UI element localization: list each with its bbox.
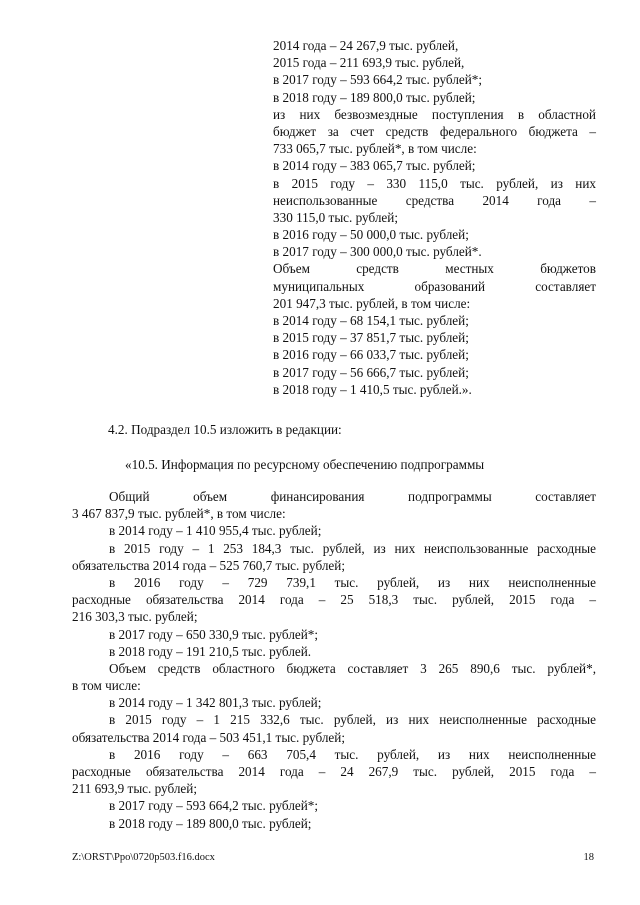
main-body-line: 216 303,3 тыс. рублей; <box>72 609 198 625</box>
main-body-line: в 2014 году – 1 342 801,3 тыс. рублей; <box>109 695 322 711</box>
main-body-line: Объем средств областного бюджета составляет 3 265 890,6 тыс. рублей*, <box>109 660 596 676</box>
section-10-5-heading: «10.5. Информация по ресурсному обеспечению подпрограммы <box>125 457 485 472</box>
main-body-line: в 2014 году – 1 410 955,4 тыс. рублей; <box>109 523 322 539</box>
main-body-line: в 2017 году – 650 330,9 тыс. рублей*; <box>109 626 319 642</box>
main-body-line: в 2015 году – 1 215 332,6 тыс. рублей, из них неисполненные расходные <box>109 712 596 728</box>
main-body-line: в том числе: <box>72 678 141 694</box>
main-body-line: в 2017 году – 593 664,2 тыс. рублей*; <box>109 798 319 814</box>
main-body-line: в 2018 году – 191 210,5 тыс. рублей. <box>109 643 312 659</box>
main-body-text <box>72 488 596 832</box>
right-column-line: из них безвозмездные поступления в областной <box>273 106 596 122</box>
right-column-line: Объем средств местных бюджетов <box>273 261 596 277</box>
main-body-line: 211 693,9 тыс. рублей; <box>72 781 198 797</box>
right-column-line: 330 115,0 тыс. рублей; <box>273 209 399 225</box>
main-body-line: обязательства 2014 года – 503 451,1 тыс. рублей; <box>72 729 346 745</box>
page-number: 18 <box>583 852 594 863</box>
main-body-line: расходные обязательства 2014 года – 24 267,9 тыс. рублей, 2015 года – <box>72 764 596 779</box>
right-column-line: в 2016 году – 50 000,0 тыс. рублей; <box>273 227 469 243</box>
right-column-line: в 2017 году – 300 000,0 тыс. рублей*. <box>273 244 482 260</box>
right-column-line: в 2018 году – 1 410,5 тыс. рублей.». <box>273 381 472 397</box>
main-body-line: обязательства 2014 года – 525 760,7 тыс. рублей; <box>72 557 346 573</box>
main-body-line: в 2018 году – 189 800,0 тыс. рублей; <box>109 815 312 831</box>
footer-file-path: Z:\ORST\Ppo\0720p503.f16.docx <box>72 852 215 863</box>
main-body-line: расходные обязательства 2014 года – 25 518,3 тыс. рублей, 2015 года – <box>72 592 596 608</box>
right-column-line: в 2014 году – 383 065,7 тыс. рублей; <box>273 158 476 174</box>
right-column-line: в 2014 году – 68 154,1 тыс. рублей; <box>273 313 469 328</box>
right-column-line: 2014 года – 24 267,9 тыс. рублей, <box>273 38 459 53</box>
right-column-line: в 2016 году – 66 033,7 тыс. рублей; <box>273 347 469 363</box>
right-column-line: 2015 года – 211 693,9 тыс. рублей, <box>273 55 465 71</box>
main-body-line: в 2016 году – 663 705,4 тыс. рублей, из них неисполненные <box>109 746 596 762</box>
main-body-line: 3 467 837,9 тыс. рублей*, в том числе: <box>72 506 286 522</box>
right-column-line: в 2018 году – 189 800,0 тыс. рублей; <box>273 89 476 105</box>
right-column-line: в 2017 году – 56 666,7 тыс. рублей; <box>273 364 469 380</box>
section-4-2-paragraph: 4.2. Подраздел 10.5 изложить в редакции: <box>108 422 342 437</box>
main-body-line: Общий объем финансирования подпрограммы составляет <box>109 489 596 504</box>
right-column-text <box>273 37 596 398</box>
main-body-line: в 2015 году – 1 253 184,3 тыс. рублей, из них неиспользованные расходные <box>109 540 596 556</box>
right-column-line: в 2015 году – 37 851,7 тыс. рублей; <box>273 330 469 346</box>
right-column-line: в 2017 году – 593 664,2 тыс. рублей*; <box>273 72 483 88</box>
right-column-line: муниципальных образований составляет <box>273 278 596 294</box>
right-column-line: 733 065,7 тыс. рублей*, в том числе: <box>273 141 477 157</box>
main-body-line: в 2016 году – 729 739,1 тыс. рублей, из них неисполненные <box>109 574 596 590</box>
right-column-line: бюджет за счет средств федерального бюджета – <box>273 123 596 139</box>
right-column-line: неиспользованные средства 2014 года – <box>273 192 596 208</box>
right-column-line: 201 947,3 тыс. рублей, в том числе: <box>273 295 471 311</box>
right-column-line: в 2015 году – 330 115,0 тыс. рублей, из них <box>273 175 596 191</box>
